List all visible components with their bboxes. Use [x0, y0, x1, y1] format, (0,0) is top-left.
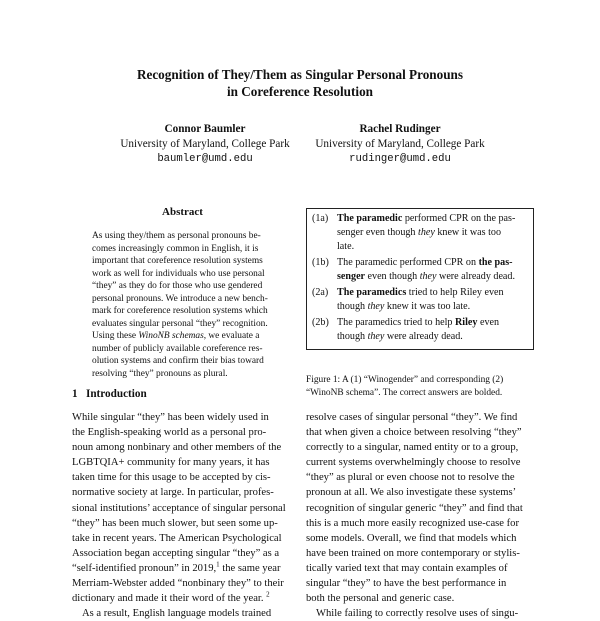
body-line: tically varied text that may contain examples of: [306, 562, 508, 574]
figure-item-number: (1a): [312, 213, 329, 224]
figure-bold-text: senger: [337, 271, 366, 283]
author-1-affiliation: University of Maryland, College Park: [120, 138, 290, 150]
author-2-affiliation: University of Maryland, College Park: [315, 138, 485, 150]
figure-text: The paramedics tried to help: [337, 317, 455, 328]
figure-text: performed CPR on the pas-: [402, 213, 516, 224]
abstract-line: olution systems and confirm their bias toward: [92, 356, 264, 367]
figure-text: even: [477, 317, 500, 328]
body-line: Association began accepting singular “they” as a: [72, 547, 280, 559]
figure-item-2a: [312, 286, 530, 314]
body-line: take in recent years. The American Psychological: [72, 532, 282, 544]
paper-title-line-2: in Coreference Resolution: [226, 84, 373, 99]
abstract-body: [92, 230, 282, 381]
body-line: As a result, English language models trained: [82, 608, 272, 620]
body-line: taken time for this usage to be accepted by cis-: [72, 472, 271, 484]
figure-text: late.: [337, 241, 355, 253]
author-1-email: baumler@umd.edu: [157, 153, 253, 165]
footnote-marker[interactable]: 2: [266, 590, 270, 599]
body-line: sional institutions’ acceptance of singular personal: [72, 502, 286, 514]
figure-text: knew it was too late.: [384, 301, 471, 313]
figure-emphasis: they: [418, 227, 435, 239]
body-line: While failing to correctly resolve uses of singu-: [316, 608, 519, 620]
figure-item-number: (1b): [312, 257, 329, 268]
body-line: both the personal and generic case.: [306, 593, 455, 605]
body-line: some models. Overall, we find that models which: [306, 532, 517, 544]
figure-item-2b: [312, 316, 530, 344]
abstract-emphasis: WinoNB schemas: [138, 331, 204, 342]
abstract-line: mark for coreference resolution systems which: [92, 306, 268, 317]
body-line: pronoun at all. We also investigate these systems’: [306, 487, 517, 499]
figure-bold-text: The paramedic: [337, 213, 403, 224]
figure-text: knew it was too: [434, 227, 501, 239]
figure-bold-text: Riley: [455, 317, 478, 328]
figure-text: senger even though: [337, 227, 419, 239]
figure-item-1b: [312, 256, 530, 284]
body-line: noun among nonbinary and other members of the: [72, 442, 282, 454]
body-line: have been trained on more contemporary or stylis-: [306, 547, 520, 559]
figure-text: were already dead.: [384, 331, 463, 343]
figure-item-1a: [312, 212, 530, 255]
body-line: the English-speaking world as a personal pro-: [72, 427, 267, 439]
figure-bold-text: the pas-: [478, 257, 513, 268]
abstract-line: comes increasingly common in English, it is: [92, 243, 259, 254]
abstract-line: [92, 330, 282, 343]
section-heading-introduction: 1 Introduction: [72, 388, 147, 400]
abstract-heading: Abstract: [162, 206, 203, 218]
figure-1-box: [306, 208, 534, 350]
body-line: “they” has been much slower, but seen some up-: [72, 517, 278, 529]
abstract-line: work as well for individuals who use personal: [92, 268, 265, 279]
abstract-text: , we evaluate a: [203, 331, 260, 342]
body-line: [72, 591, 294, 606]
body-line: that when given a choice between resolving “they”: [306, 427, 522, 439]
abstract-line: important that coreference resolution systems: [92, 256, 263, 267]
figure-item-number: (2a): [312, 287, 329, 298]
body-text: dictionary and made it their word of the year.: [72, 593, 264, 605]
body-line: correctly to a singular, named entity or to a group,: [306, 442, 519, 454]
author-2: [300, 122, 500, 167]
abstract-line: “they” as they do for those who use gendered: [92, 281, 263, 292]
body-line: recognition of singular generic “they” and find that: [306, 502, 523, 514]
caption-line: Figure 1: A (1) “Winogender” and corresponding (2): [306, 375, 504, 385]
figure-text: even though: [365, 271, 420, 283]
caption-line: “WinoNB schema”. The correct answers are bolded.: [306, 387, 503, 398]
body-line: “they” as plural or even choose not to resolve the: [306, 472, 515, 484]
figure-text: The paramedic performed CPR on: [337, 257, 479, 268]
figure-emphasis: they: [367, 331, 385, 343]
introduction-right-column: [306, 410, 536, 621]
abstract-line: number of publicly available coreference res-: [92, 343, 263, 354]
body-line: While singular “they” has been widely used in: [72, 412, 269, 423]
figure-text: though: [337, 301, 368, 313]
body-line: resolve cases of singular personal “they”. We find: [306, 412, 518, 423]
introduction-left-column: [72, 410, 294, 621]
body-text: “self-identified pronoun” in 2019,: [72, 562, 217, 574]
footnote-marker[interactable]: 1: [216, 560, 220, 569]
body-line: this is a much more easily recognized use-case for: [306, 517, 519, 529]
figure-1-caption: [306, 374, 536, 399]
figure-item-number: (2b): [312, 317, 329, 328]
figure-bold-text: The paramedics: [337, 287, 407, 298]
body-line: singular “they” to have the best performance in: [306, 578, 507, 590]
abstract-line: personal pronouns. We introduce a new bench-: [92, 293, 268, 304]
author-2-email: rudinger@umd.edu: [349, 153, 451, 165]
abstract-text: Using these: [92, 331, 139, 342]
paper-title-line-1: Recognition of They/Them as Singular Personal Pronouns: [136, 67, 464, 82]
author-1: [110, 122, 300, 167]
abstract-line: resolving “they” pronouns as plural.: [92, 369, 228, 380]
figure-text: tried to help Riley even: [406, 287, 504, 298]
body-line: normative society at large. In particular, profes-: [72, 487, 274, 499]
figure-emphasis: they: [367, 301, 385, 313]
body-line: LGBTQIA+ community for many years, it has: [72, 457, 270, 469]
author-1-name: Connor Baumler: [164, 123, 246, 135]
abstract-line: As using they/them as personal pronouns be-: [92, 231, 261, 241]
author-2-name: Rachel Rudinger: [359, 123, 441, 135]
body-line: [72, 561, 294, 576]
figure-text: though: [337, 331, 368, 343]
abstract-line: evaluates singular personal “they” recognition.: [92, 318, 268, 329]
body-line: Merriam-Webster added “nonbinary they” to their: [72, 578, 284, 590]
body-line: current systems overwhelmingly choose to resolve: [306, 457, 521, 469]
figure-emphasis: they: [419, 271, 437, 283]
figure-text: were already dead.: [436, 271, 515, 283]
body-text: the same year: [219, 562, 281, 574]
